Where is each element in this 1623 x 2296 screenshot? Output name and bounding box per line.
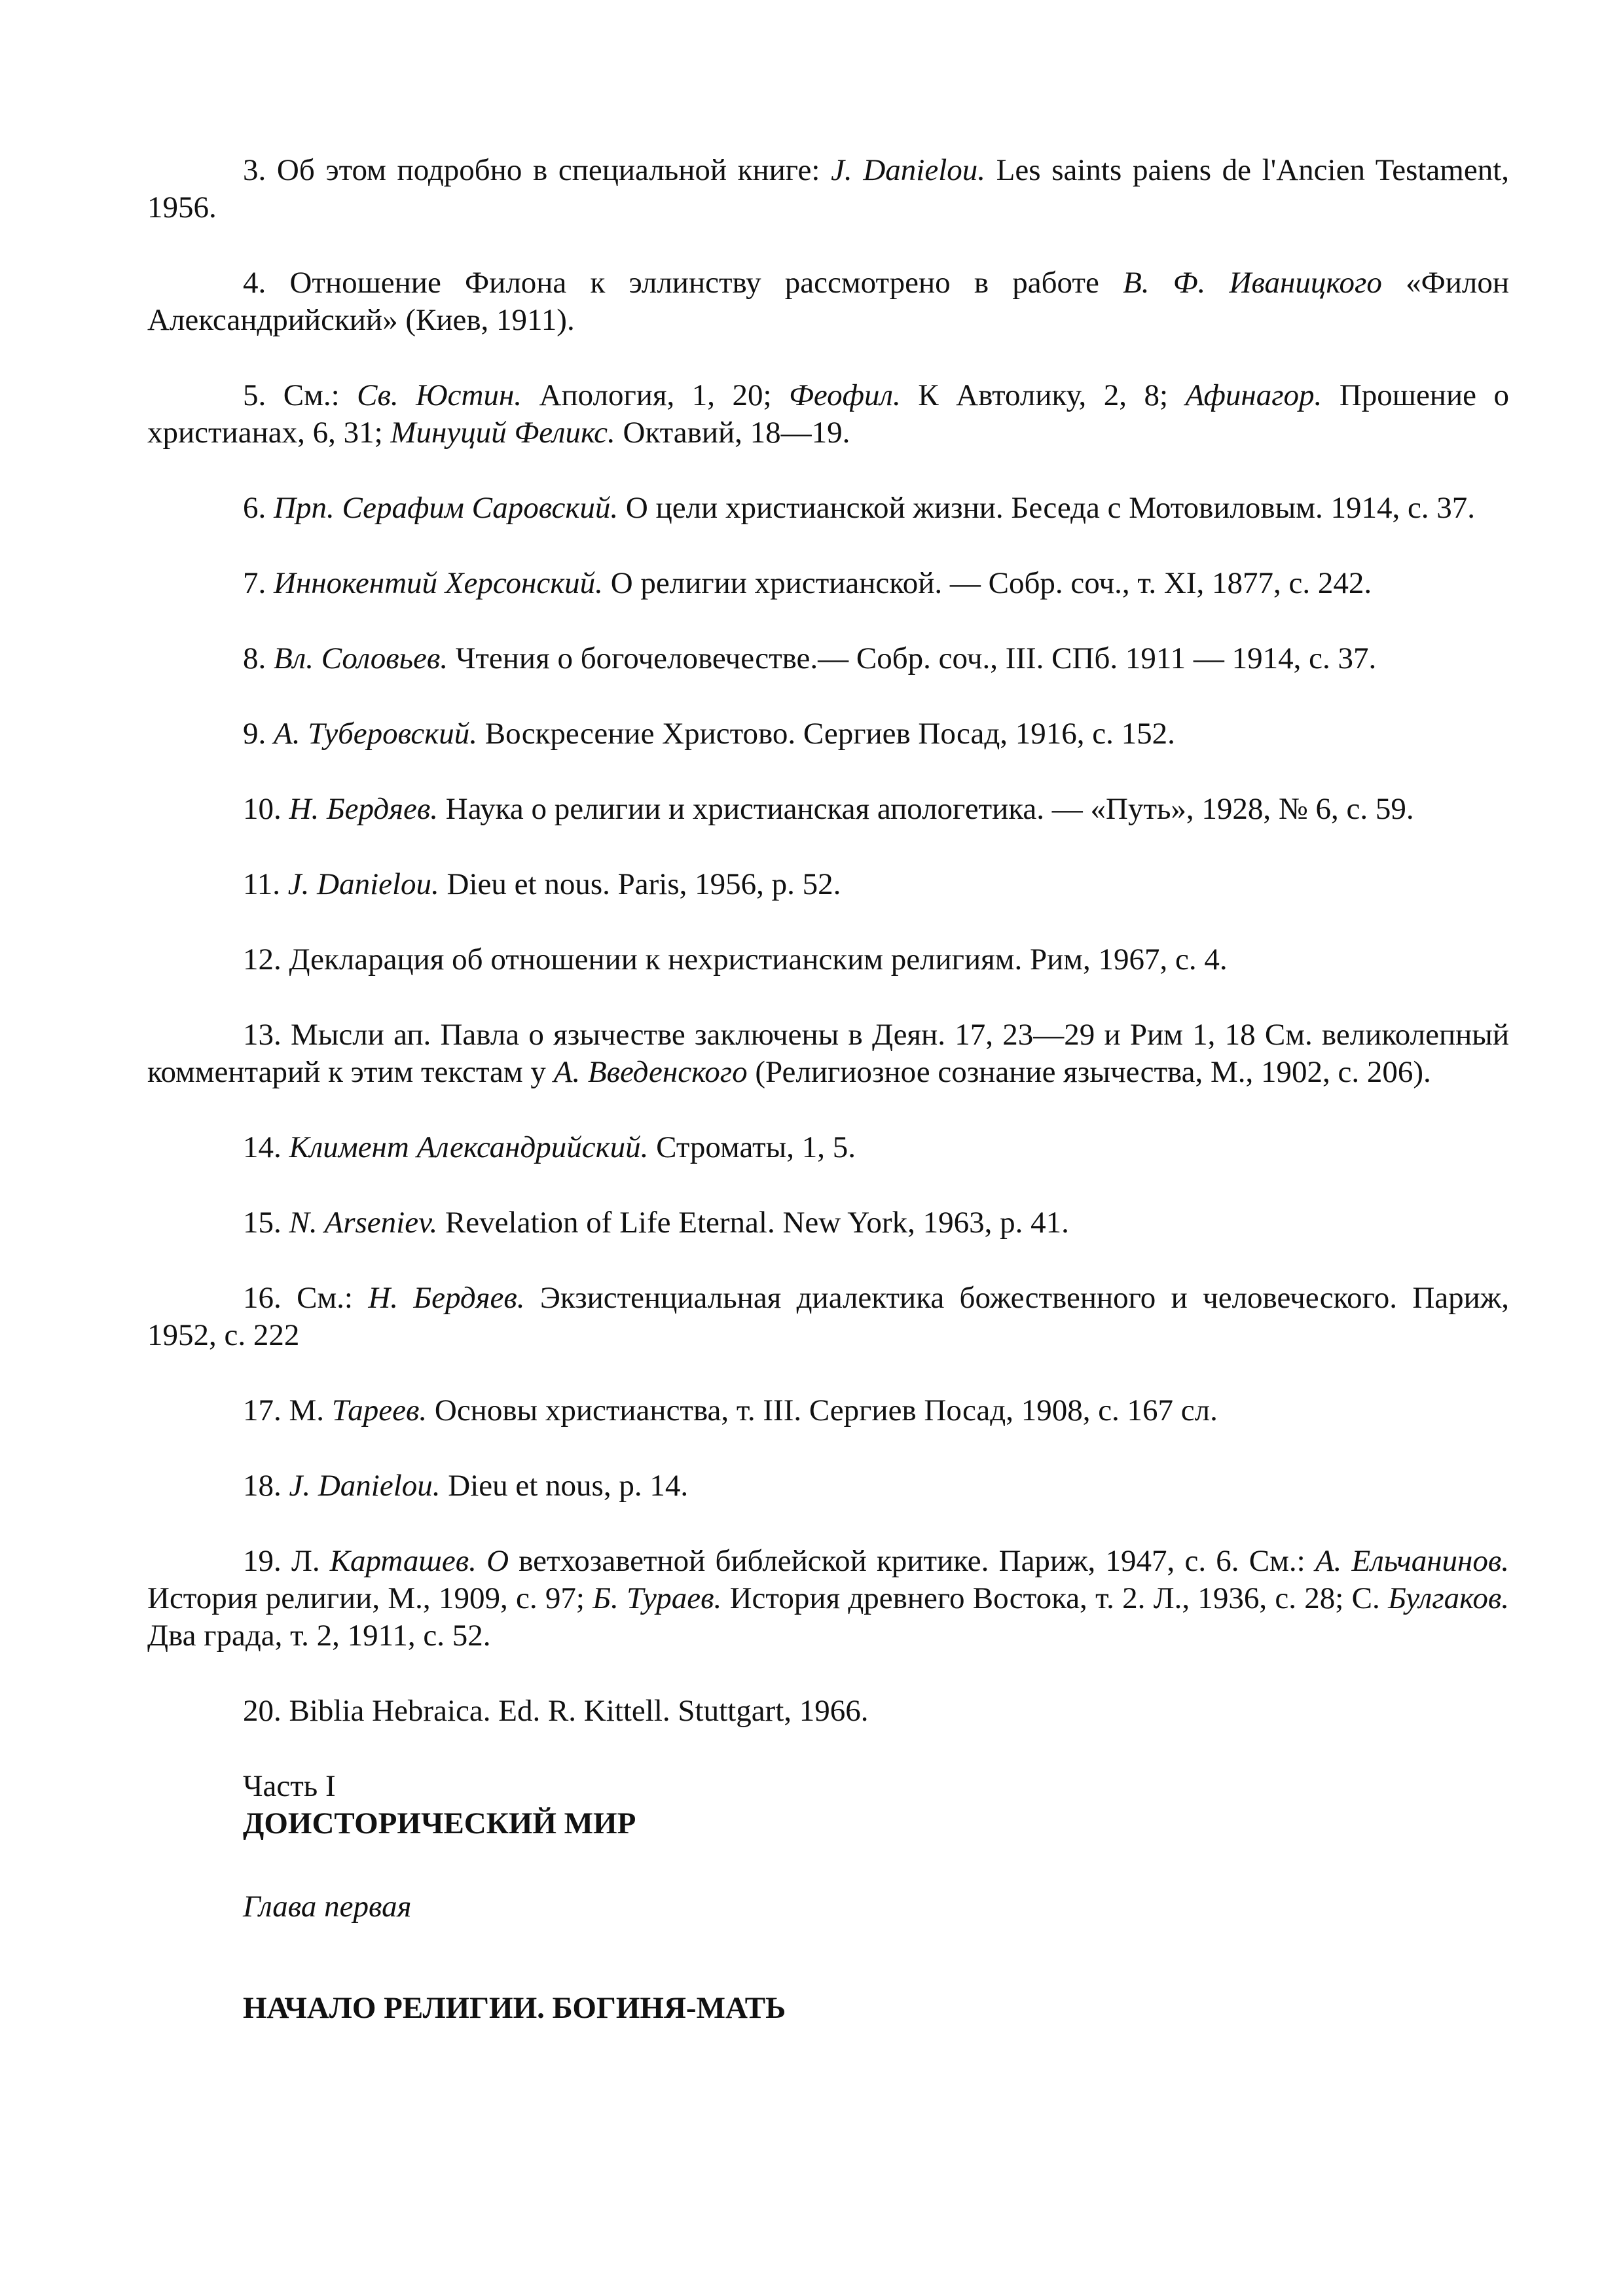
part-label: Часть I: [243, 1769, 336, 1803]
endnote-text: ветхозаветной библейской критике. Париж, 1947, с. 6. См.:: [509, 1544, 1315, 1578]
endnote-text: Dieu et nous, p. 14.: [440, 1469, 689, 1503]
endnote-author: N. Arseniev.: [289, 1206, 438, 1240]
endnote-text: Наука о религии и христианская апологетика. — «Путь», 1928, № 6, с. 59.: [438, 792, 1414, 826]
endnote: [147, 1129, 1509, 1166]
endnote-text: К Автолику, 2, 8;: [900, 378, 1186, 412]
endnote-text: 7.: [243, 566, 274, 600]
endnote-author: Вл. Соловьев.: [274, 641, 448, 675]
endnote-text: 8.: [243, 641, 274, 675]
endnote-text: Экзистенциальная диалектика божественного и человеческого. Париж, 1952, с. 222: [147, 1281, 1509, 1352]
endnote-text: Dieu et nous. Paris, 1956, p. 52.: [439, 867, 841, 901]
endnote-author: J. Danielou.: [831, 153, 986, 187]
endnote: [147, 1392, 1509, 1429]
endnote: [147, 791, 1509, 828]
endnote-author: Тареев.: [331, 1393, 428, 1427]
endnote-text: Два града, т. 2, 1911, с. 52.: [147, 1619, 491, 1653]
endnote-text: Revelation of Life Eternal. New York, 1963, p. 41.: [437, 1206, 1069, 1240]
endnote-author: Климент Александрийский.: [289, 1130, 649, 1164]
endnote-text: «Филон Александрийский» (Киев, 1911).: [147, 266, 1510, 337]
endnote: [147, 866, 1509, 903]
part-title: ДОИСТОРИЧЕСКИЙ МИР: [243, 1806, 636, 1840]
endnote-text: 15.: [243, 1206, 289, 1240]
endnote-text: 13. Мысли ап. Павла о язычестве заключены в Деян. 17, 23—29 и Рим 1, 18 См. великолепный комментарий к этим текстам у: [147, 1018, 1509, 1089]
endnote-text: Строматы, 1, 5.: [648, 1130, 856, 1164]
endnote-text: 3. Об этом подробно в специальной книге:: [243, 153, 831, 187]
endnote-text: 16. См.:: [243, 1281, 369, 1315]
endnote-text: 9.: [243, 717, 274, 751]
endnote-author: J. Danielou.: [289, 1469, 441, 1503]
endnote: [147, 1204, 1509, 1242]
endnote-text: 18.: [243, 1469, 289, 1503]
endnote: [147, 152, 1509, 226]
endnote-author: В. Ф. Иваницкого: [1123, 266, 1382, 300]
endnote-author: Прп. Серафим Саровский.: [274, 491, 619, 525]
endnote: [147, 1280, 1509, 1354]
endnote-text: О религии христианской. — Собр. соч., т. XI, 1877, с. 242.: [602, 566, 1372, 600]
endnote-text: Воскресение Христово. Сергиев Посад, 1916, с. 152.: [477, 717, 1175, 751]
endnote-text: Основы христианства, т. III. Сергиев Посад, 1908, с. 167 сл.: [427, 1393, 1218, 1427]
endnote-author: Булгаков.: [1388, 1581, 1509, 1615]
endnote: [147, 1467, 1509, 1505]
endnote-text: 19. Л.: [243, 1544, 330, 1578]
endnote: [147, 1016, 1509, 1091]
endnote-author: А. Ельчанинов.: [1315, 1544, 1509, 1578]
endnote: [147, 264, 1509, 339]
endnote: [147, 377, 1509, 452]
endnote: [147, 941, 1509, 978]
endnote-text: 17. М.: [243, 1393, 332, 1427]
endnote-text: Les saints paiens de l'Ancien Testament, 1956.: [147, 153, 1510, 224]
endnote-text: Прошение о христианах, 6, 31;: [147, 378, 1509, 450]
endnote-text: 12. Декларация об отношении к нехристианским религиям. Рим, 1967, с. 4.: [243, 942, 1228, 977]
endnote-text: 14.: [243, 1130, 289, 1164]
endnote-text: О цели христианской жизни. Беседа с Мотовиловым. 1914, с. 37.: [618, 491, 1476, 525]
endnote-author: А. Туберовский.: [274, 717, 477, 751]
endnote-author: Н. Бердяев.: [289, 792, 439, 826]
endnote-author: Св. Юстин.: [357, 378, 522, 412]
chapter-label: Глава первая: [243, 1890, 412, 1924]
endnote-author: Афинагор.: [1185, 378, 1322, 412]
endnote: [147, 1693, 1509, 1730]
endnote-text: История древнего Востока, т. 2. Л., 1936, с. 28; С.: [721, 1581, 1389, 1615]
endnote-author: А. Введенского: [553, 1055, 748, 1089]
endnotes-list: [147, 152, 1509, 1730]
endnote: [147, 565, 1509, 602]
endnote-author: Минуций Феликс.: [390, 416, 615, 450]
endnote-text: Апология, 1, 20;: [522, 378, 790, 412]
endnote: [147, 490, 1509, 527]
endnote-author: Б. Тураев.: [593, 1581, 722, 1615]
endnote: [147, 715, 1509, 753]
endnote-text: 6.: [243, 491, 274, 525]
endnote-text: 11.: [243, 867, 288, 901]
endnote-text: Чтения о богочеловечестве.— Собр. соч., III. СПб. 1911 — 1914, с. 37.: [448, 641, 1377, 675]
endnote: [147, 640, 1509, 677]
endnote-author: Н. Бердяев.: [368, 1281, 525, 1315]
endnote-text: 20. Biblia Hebraica. Ed. R. Kittell. Stuttgart, 1966.: [243, 1694, 869, 1728]
endnote-author: Иннокентий Херсонский.: [274, 566, 603, 600]
endnote-text: 10.: [243, 792, 289, 826]
endnote-author: J. Danielou.: [287, 867, 439, 901]
chapter-title: НАЧАЛО РЕЛИГИИ. БОГИНЯ-МАТЬ: [243, 1991, 786, 2025]
endnote-text: История религии, М., 1909, с. 97;: [147, 1581, 593, 1615]
endnote-text: 5. См.:: [243, 378, 357, 412]
endnote-text: (Религиозное сознание язычества, М., 1902, с. 206).: [747, 1055, 1431, 1089]
endnote-text: 4. Отношение Филона к эллинству рассмотрено в работе: [243, 266, 1123, 300]
endnote: [147, 1543, 1509, 1655]
endnote-author: Карташев. О: [329, 1544, 509, 1578]
endnote-author: Феофил.: [789, 378, 901, 412]
endnote-text: Октавий, 18—19.: [615, 416, 850, 450]
document-page: [147, 152, 1509, 2027]
